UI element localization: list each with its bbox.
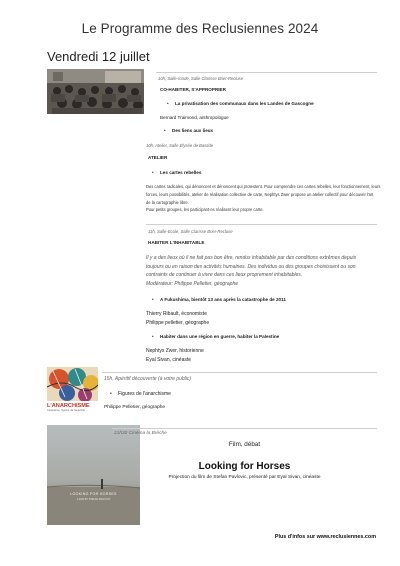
page-title: Le Programme des Reclusiennes 2024 xyxy=(81,21,319,36)
workshop-description xyxy=(146,183,381,214)
session-heading: ATELIER xyxy=(148,155,168,160)
book-cover-anarchisme xyxy=(47,367,98,415)
session-intro xyxy=(146,254,380,288)
intro-line: Il y a des lieux où il ne fait pas bon être, rendus inhabitable par des conditions extrêmes depuis xyxy=(146,255,357,261)
day-heading: Vendredi 12 juillet xyxy=(47,49,150,64)
session-heading: HABITER L'INHABITABLE xyxy=(148,240,205,245)
talk-title: • La privatisation des communaux dans les Landes de Gascogne xyxy=(175,101,314,106)
moderator: Modérateur: Philippe Pelletier, géographe xyxy=(146,280,239,287)
book-subtitle: Caractères, figures, de l'anarchie xyxy=(47,409,85,412)
speaker: Nephtys Zwer, historienne xyxy=(146,348,204,354)
speaker: Philippe Pelletier, géographe xyxy=(104,405,166,410)
divider xyxy=(146,224,377,225)
workshop-title: • Les cartes rebelles xyxy=(160,170,201,175)
intro-line: contraints de continuer à vivre dans ces lieux proprement inhabitables. xyxy=(146,272,303,279)
talk-title: • A Fukushima, bientôt 13 ans après la catastrophe de 2011 xyxy=(160,297,286,302)
poster-subtitle: A FILM BY STEFAN PAVLOVIĆ xyxy=(76,498,111,501)
speaker: Philippe pelletier, géographe xyxy=(146,320,210,326)
speaker: Eyal Sivan, cinéaste xyxy=(146,357,192,363)
speaker: Thierry Ribault, économiste xyxy=(146,311,207,317)
session-meta: 21h30 Cinéma la Brèche xyxy=(114,431,167,436)
talk-title: • Des liens aux lieux xyxy=(172,128,213,133)
talk-title: • Habiter dans une région en guerre, habiter la Palestine xyxy=(160,334,279,339)
description-line: forces, leurs possibilités, atelier de réalisation collective de carte, Nephtys Zwer propose un atelier collectif pour découvrir l'art xyxy=(146,191,374,197)
poster-title: LOOKING FOR HORSES xyxy=(70,492,117,496)
talk-title: • Figures de l'anarchisme xyxy=(118,391,171,397)
event-type: Film, débat xyxy=(228,441,261,448)
book-title: L'ANARCHISME xyxy=(47,403,90,409)
footer-link-text: Plus d'infos sur www.reclusiennes.com xyxy=(274,534,376,540)
film-caption: Projection du film de Stefan Pavlovic, présenté par Eyal Sivan, cinéaste xyxy=(168,475,321,480)
description-line: de la cartographie libre. xyxy=(146,199,189,205)
session-meta: 15h, Apéritif découverte (à votre public) xyxy=(104,376,192,382)
divider xyxy=(102,372,377,373)
session-meta: 10h, Salle-ronde, Salle Clarisse Brier-Recluse xyxy=(158,76,244,81)
session-meta: 11h, Salle-Ecole, Salle Clarisse Brier-Recluse xyxy=(148,229,233,234)
description-line: Des cartes radicales, qui dénoncent et dénoncent qui protestent. Pour comprendre ces cartes rebelles, leur fonctionnement, leurs xyxy=(146,184,381,189)
session-photo-audience xyxy=(47,69,144,114)
speaker: Bernard Traimond, anthropologue xyxy=(160,115,229,120)
session-heading: CO-HABITER, S'APPROPRIER xyxy=(160,87,226,92)
divider xyxy=(112,428,377,429)
film-title: Looking for Horses xyxy=(198,461,291,472)
divider xyxy=(156,72,377,73)
description-line: Pour petits groupes, les participant·es réalisent leur propre carte. xyxy=(146,207,264,213)
session-meta: 10h, Atelier, Salle Élysée de Bastide xyxy=(146,143,214,148)
intro-line: toujours ou en raison des activités humaines. Des individus ou des groupes choisissent ou son xyxy=(146,263,356,270)
